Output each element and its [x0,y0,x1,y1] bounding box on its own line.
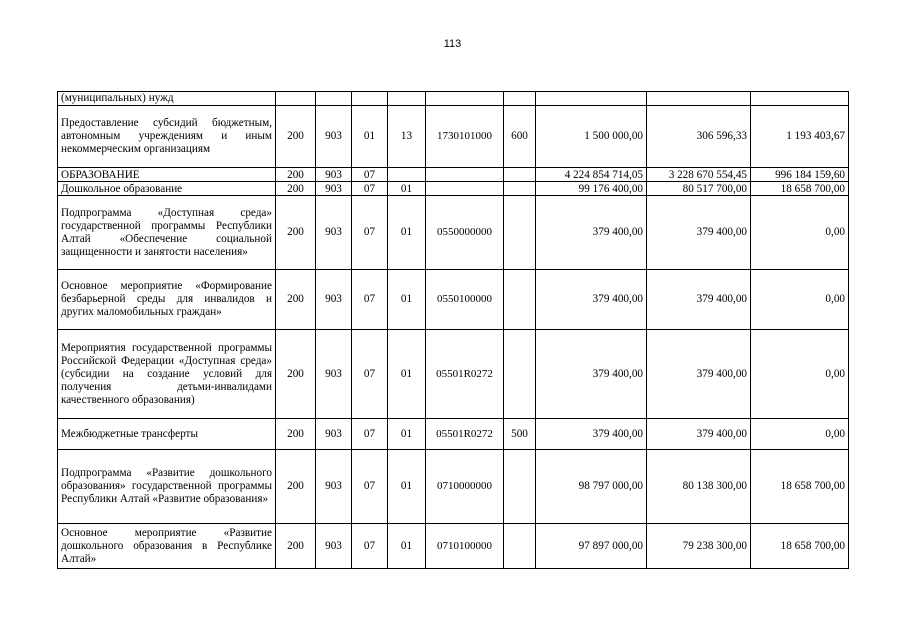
cell-section: 07 [352,419,388,450]
cell-ministry: 903 [316,450,352,524]
row-name: Основное мероприятие «Формирование безбарьерной среды для инвалидов и других маломобильных граждан» [58,270,276,330]
cell-section: 07 [352,182,388,196]
cell-subsection: 01 [388,524,426,569]
cell-section: 07 [352,196,388,270]
cell-expense-type [504,270,536,330]
budget-table [57,91,849,569]
cell-actual: 379 400,00 [647,330,751,419]
cell-section: 07 [352,450,388,524]
cell-target: 0550000000 [426,196,504,270]
cell-ministry: 903 [316,419,352,450]
cell-remainder: 996 184 159,60 [751,168,849,182]
cell-plan: 379 400,00 [536,196,647,270]
table-row [58,168,849,182]
cell-admin: 200 [276,182,316,196]
cell-expense-type [504,196,536,270]
row-name: Подпрограмма «Доступная среда» государственной программы Республики Алтай «Обеспечение социальной защищенности и занятости населения» [58,196,276,270]
cell-target: 0710100000 [426,524,504,569]
cell-plan: 379 400,00 [536,330,647,419]
cell-actual: 79 238 300,00 [647,524,751,569]
table-row [58,196,849,270]
cell-actual: 379 400,00 [647,270,751,330]
table-row [58,270,849,330]
cell-target: 0710000000 [426,450,504,524]
cell-section: 07 [352,524,388,569]
row-name: Межбюджетные трансферты [58,419,276,450]
row-name: Мероприятия государственной программы Российской Федерации «Доступная среда» (субсидии на создание условий для получения детьми-инвалидами качественного образования) [58,330,276,419]
cell-plan: 99 176 400,00 [536,182,647,196]
cell-expense-type [504,524,536,569]
cell-admin: 200 [276,524,316,569]
cell-plan: 97 897 000,00 [536,524,647,569]
cell-expense-type [504,182,536,196]
cell-actual: 379 400,00 [647,196,751,270]
cell-subsection: 01 [388,270,426,330]
cell-admin: 200 [276,196,316,270]
cell-remainder: 0,00 [751,196,849,270]
cell-expense-type [504,330,536,419]
row-name: Дошкольное образование [58,182,276,196]
cell-ministry: 903 [316,524,352,569]
cell-plan: 379 400,00 [536,270,647,330]
cell-section: 01 [352,106,388,168]
table-body [58,92,849,569]
cell-ministry: 903 [316,106,352,168]
table-row [58,450,849,524]
cell-section: 07 [352,270,388,330]
cell-plan: 4 224 854 714,05 [536,168,647,182]
cell-plan: 1 500 000,00 [536,106,647,168]
row-name: ОБРАЗОВАНИЕ [58,168,276,182]
cell-target [426,168,504,182]
cell-ministry: 903 [316,168,352,182]
table-row [58,524,849,569]
cell-subsection: 01 [388,419,426,450]
cell-remainder [751,92,849,106]
cell-expense-type [504,92,536,106]
cell-remainder: 0,00 [751,419,849,450]
cell-ministry: 903 [316,196,352,270]
page-number: 113 [443,38,462,50]
cell-target: 1730101000 [426,106,504,168]
cell-remainder: 1 193 403,67 [751,106,849,168]
table-row [58,330,849,419]
cell-admin: 200 [276,419,316,450]
cell-subsection [388,92,426,106]
cell-subsection: 13 [388,106,426,168]
cell-subsection: 01 [388,450,426,524]
cell-admin: 200 [276,106,316,168]
cell-expense-type: 500 [504,419,536,450]
cell-expense-type [504,450,536,524]
cell-target: 0550100000 [426,270,504,330]
cell-actual: 379 400,00 [647,419,751,450]
cell-target: 05501R0272 [426,419,504,450]
row-name: Предоставление субсидий бюджетным, автономным учреждениям и иным некоммерческим организациям [58,106,276,168]
cell-section [352,92,388,106]
table-row [58,419,849,450]
cell-section: 07 [352,330,388,419]
cell-remainder: 0,00 [751,330,849,419]
cell-subsection: 01 [388,330,426,419]
cell-admin: 200 [276,168,316,182]
cell-actual: 80 517 700,00 [647,182,751,196]
cell-actual [647,92,751,106]
cell-plan: 379 400,00 [536,419,647,450]
row-name: Основное мероприятие «Развитие дошкольного образования в Республике Алтай» [58,524,276,569]
cell-remainder: 18 658 700,00 [751,524,849,569]
row-name: (муниципальных) нужд [58,92,276,106]
cell-expense-type: 600 [504,106,536,168]
cell-target [426,182,504,196]
cell-actual: 80 138 300,00 [647,450,751,524]
cell-ministry: 903 [316,330,352,419]
table-row [58,92,849,106]
cell-target [426,92,504,106]
row-name: Подпрограмма «Развитие дошкольного образования» государственной программы Республики Алтай «Развитие образования» [58,450,276,524]
table-row [58,106,849,168]
cell-target: 05501R0272 [426,330,504,419]
cell-admin: 200 [276,330,316,419]
cell-remainder: 0,00 [751,270,849,330]
cell-actual: 3 228 670 554,45 [647,168,751,182]
cell-admin [276,92,316,106]
cell-section: 07 [352,168,388,182]
cell-remainder: 18 658 700,00 [751,450,849,524]
cell-plan: 98 797 000,00 [536,450,647,524]
cell-ministry: 903 [316,270,352,330]
cell-subsection [388,168,426,182]
cell-plan [536,92,647,106]
cell-admin: 200 [276,450,316,524]
cell-actual: 306 596,33 [647,106,751,168]
cell-subsection: 01 [388,182,426,196]
cell-admin: 200 [276,270,316,330]
table-row [58,182,849,196]
cell-ministry [316,92,352,106]
cell-subsection: 01 [388,196,426,270]
cell-remainder: 18 658 700,00 [751,182,849,196]
cell-expense-type [504,168,536,182]
cell-ministry: 903 [316,182,352,196]
